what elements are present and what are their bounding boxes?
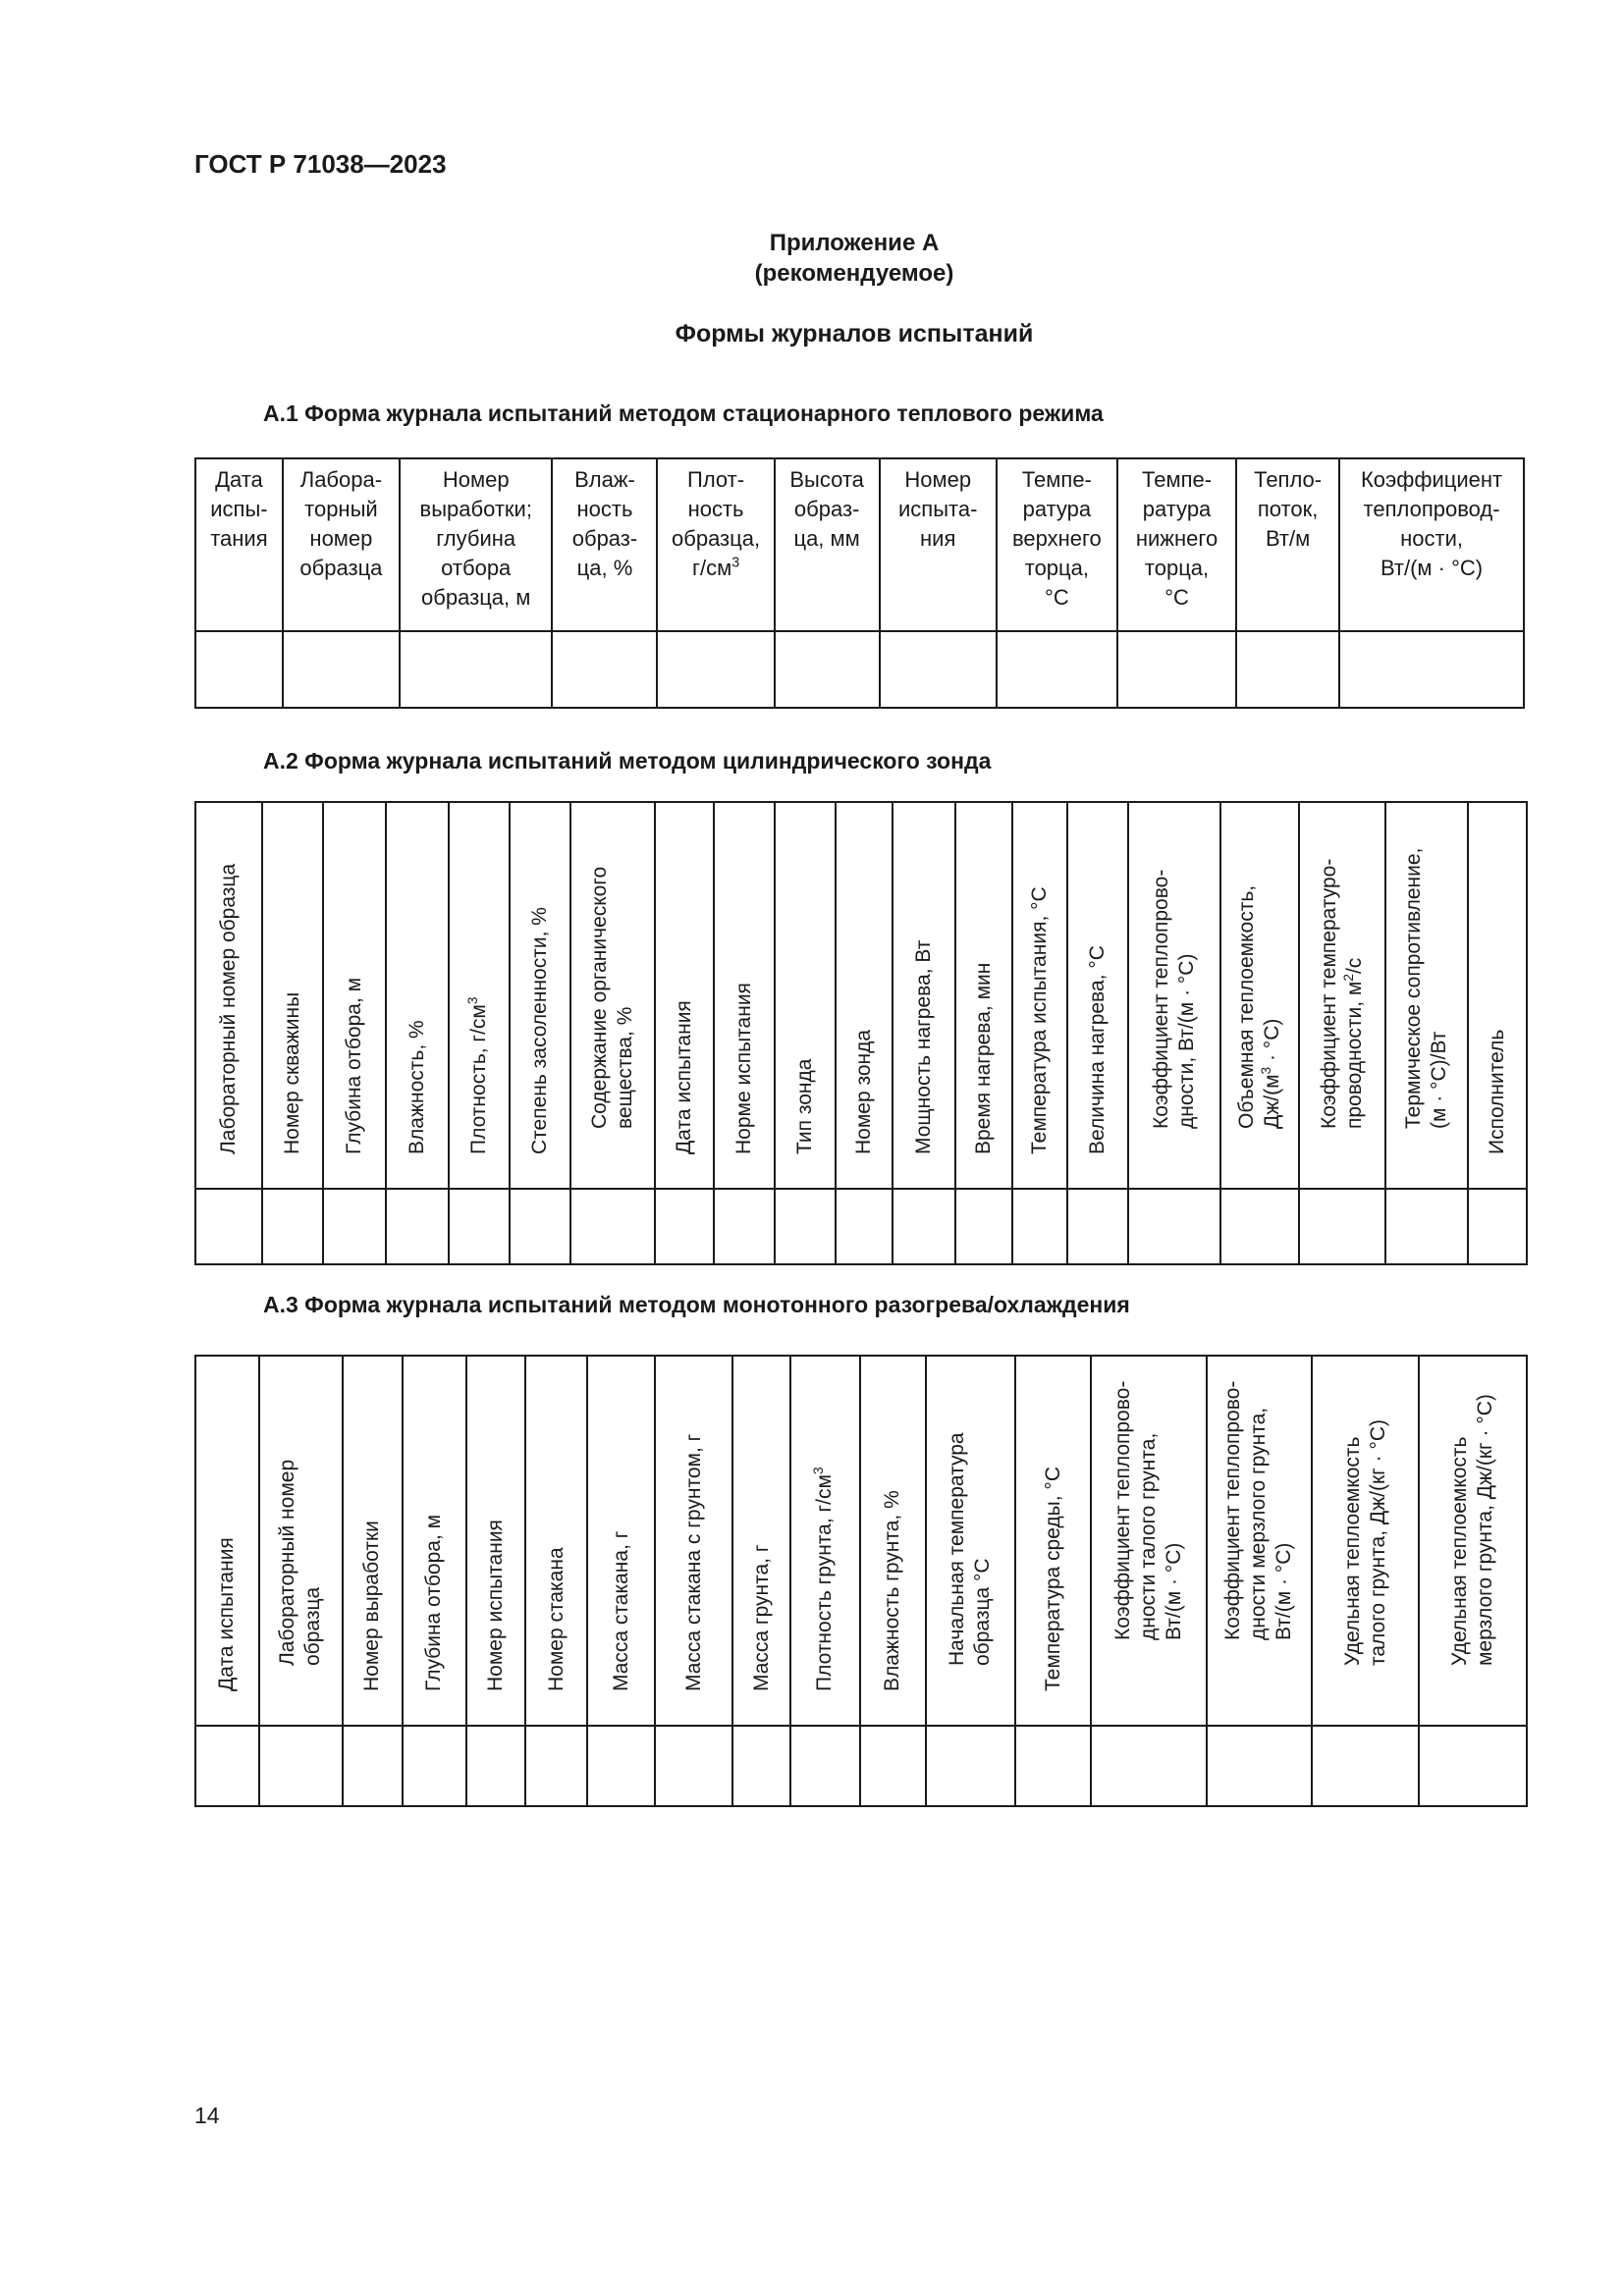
table-a3-header-cell: Масса грунта, г (732, 1356, 790, 1726)
table-a3-header-cell: Влажность грунта, % (860, 1356, 926, 1726)
table-a1-header-cell: Влаж- ность образ- ца, % (552, 458, 657, 631)
table-a2-header-cell: Норме испытания (714, 802, 775, 1189)
table-a2-header-cell: Величина нагрева, °С (1067, 802, 1128, 1189)
table-a2-header-cell: Коэффициент температуро- проводности, $м^2/с$ (1299, 802, 1385, 1189)
table-a3-empty-row (195, 1726, 1527, 1806)
table-a2-header-cell: Лабораторный номер образца (195, 802, 262, 1189)
table-a1-header-cell: Темпе- ратура нижнего торца, °С (1117, 458, 1236, 631)
table-a2 (194, 801, 1528, 1265)
annex-heading (0, 228, 1624, 289)
table-a3-header-cell: Номер выработки (343, 1356, 403, 1726)
table-a1-header-cell: Дата испы- тания (195, 458, 283, 631)
table-a1-header-cell: Номер выработки; глубина отбора образца, м (400, 458, 552, 631)
table-a1-header-cell: Высота образ- ца, мм (775, 458, 880, 631)
table-a2-header-cell: Плотность, $г/см^3$ (449, 802, 510, 1189)
section-a3-title: А.3 Форма журнала испытаний методом монотонного разогрева/охлаждения (263, 1292, 1130, 1317)
annex-status: (рекомендуемое) (754, 260, 954, 287)
table-a2-header-cell: Исполнитель (1468, 802, 1527, 1189)
table-a3-header-cell: Номер стакана (525, 1356, 587, 1726)
table-a2-header-cell: Влажность, % (386, 802, 449, 1189)
table-a3-header-cell: Коэффициент теплопрово- дности талого грунта, Вт/(м · °С) (1091, 1356, 1207, 1726)
table-a1-header-cell: Номер испыта- ния (880, 458, 997, 631)
table-a3-header-cell: Начальная температура образца °С (926, 1356, 1015, 1726)
table-a1-header-cell: Тепло- поток, Вт/м (1236, 458, 1339, 631)
table-a1-header-row (195, 458, 1524, 631)
document-code: ГОСТ Р 71038—2023 (194, 149, 447, 179)
table-a2-header-cell: Дата испытания (655, 802, 714, 1189)
table-a1-header-cell: Плот- ность образца, $г/см^3$ (657, 458, 774, 631)
table-a3-header-cell: Масса стакана с грунтом, г (655, 1356, 732, 1726)
table-a1 (194, 457, 1525, 709)
page-number: 14 (194, 2103, 220, 2128)
table-a2-header-cell: Объемная теплоемкость, $Дж/(м^3 \cdot ^\circ С)$ (1220, 802, 1299, 1189)
table-a2-header-row (195, 802, 1527, 1189)
table-a2-header-cell: Мощность нагрева, Вт (893, 802, 955, 1189)
table-a1-header-cell: Коэффициент теплопровод- ности, Вт/(м · °С) (1339, 458, 1524, 631)
table-a2-header-cell: Номер зонда (836, 802, 893, 1189)
table-a3-header-cell: Коэффициент теплопрово- дности мерзлого грунта, Вт/(м · °С) (1207, 1356, 1312, 1726)
table-a2-header-cell: Термическое сопротивление, (м · °С)/Вт (1385, 802, 1468, 1189)
table-a2-header-cell: Номер скважины (262, 802, 323, 1189)
table-a3-header-cell: Температура среды, °С (1015, 1356, 1091, 1726)
table-a3-header-cell: Удельная теплоемкость мерзлого грунта, Дж/(кг · °С) (1419, 1356, 1527, 1726)
table-a3-header-cell: Плотность грунта, $г/см^3$ (790, 1356, 860, 1726)
table-a3-header-cell: Масса стакана, г (587, 1356, 655, 1726)
table-a3-header-cell: Лабораторный номер образца (259, 1356, 343, 1726)
table-a3-header-cell: Номер испытания (466, 1356, 526, 1726)
table-a2-header-cell: Коэффициент теплопрово- дности, Вт/(м · °С) (1128, 802, 1220, 1189)
table-a1-header-cell: Лабора- торный номер образца (283, 458, 400, 631)
section-a1-title: А.1 Форма журнала испытаний методом стационарного теплового режима (263, 400, 1104, 426)
annex-label: Приложение А (769, 230, 940, 256)
section-a2-title: А.2 Форма журнала испытаний методом цилиндрического зонда (263, 748, 992, 774)
table-a2-header-cell: Тип зонда (775, 802, 836, 1189)
table-a2-header-cell: Время нагрева, мин (955, 802, 1012, 1189)
table-a2-header-cell: Содержание органического вещества, % (570, 802, 655, 1189)
table-a3 (194, 1355, 1528, 1807)
table-a1-empty-row (195, 631, 1524, 708)
table-a2-header-cell: Глубина отбора, м (323, 802, 386, 1189)
table-a2-header-cell: Степень засоленности, % (510, 802, 570, 1189)
page-title: Формы журналов испытаний (675, 320, 1034, 347)
table-a3-header-cell: Удельная теплоемкость талого грунта, Дж/(кг · °С) (1312, 1356, 1419, 1726)
table-a3-header-cell: Глубина отбора, м (403, 1356, 466, 1726)
table-a2-empty-row (195, 1189, 1527, 1264)
table-a1-header-cell: Темпе- ратура верхнего торца, °С (997, 458, 1117, 631)
table-a2-header-cell: Температура испытания, °С (1012, 802, 1067, 1189)
table-a3-header-cell: Дата испытания (195, 1356, 259, 1726)
table-a3-header-row (195, 1356, 1527, 1726)
